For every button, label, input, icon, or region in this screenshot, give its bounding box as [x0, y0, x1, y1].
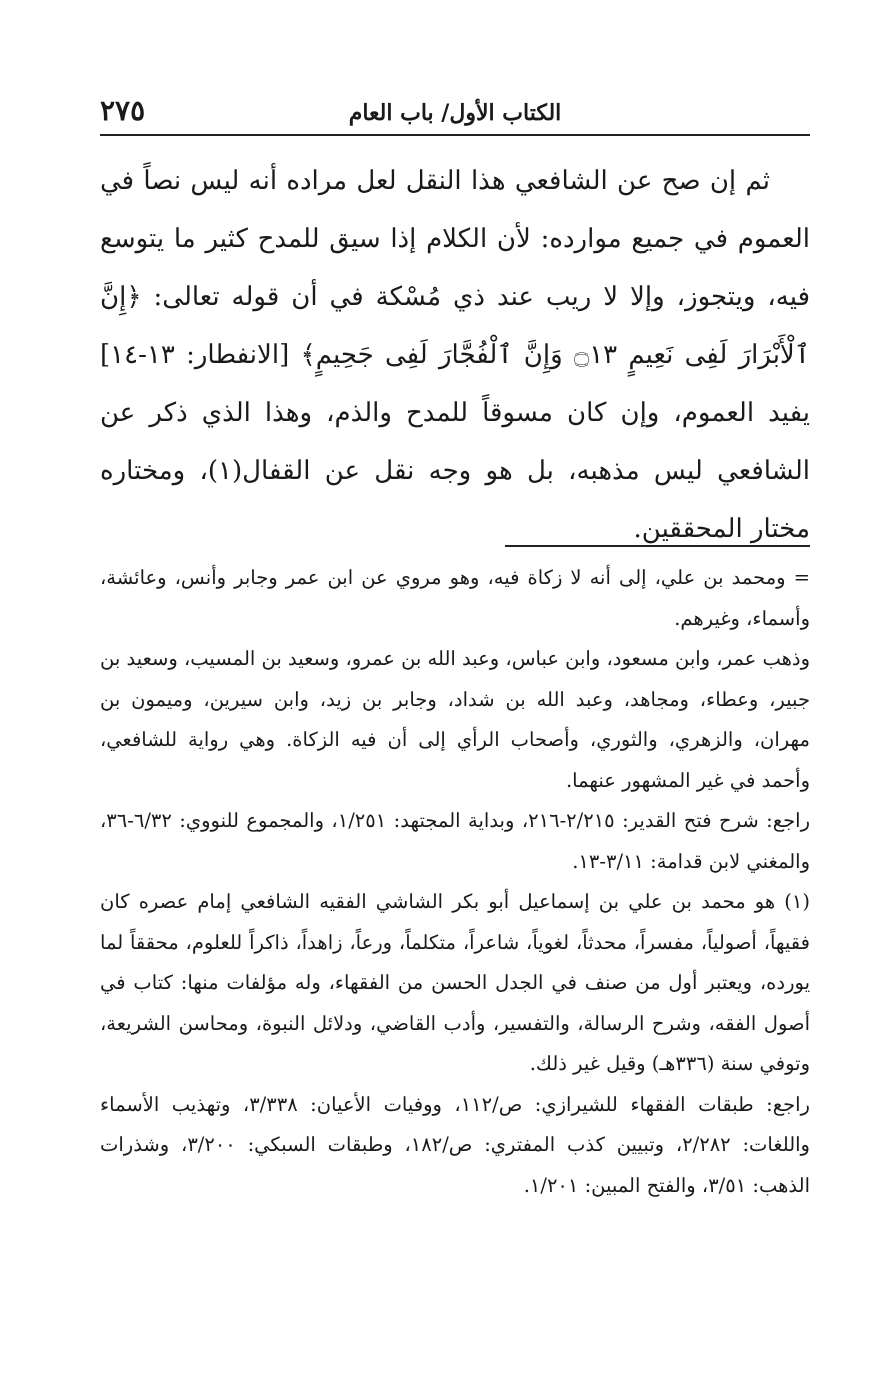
footnotes: [100, 558, 810, 1206]
chapter-title: الكتاب الأول/ باب العام: [348, 100, 562, 126]
footnote-continuation-1: = ومحمد بن علي، إلى أنه لا زكاة فيه، وهو مروي عن ابن عمر وجابر وأنس، وعائشة، وأسماء، وغيرهم.: [100, 566, 810, 630]
footnote-separator: [505, 545, 810, 547]
page-number: ٢٧٥: [100, 94, 146, 127]
footnote-continuation-3: راجع: شرح فتح القدير: ٢/٢١٥-٢١٦، وبداية المجتهد: ١/٢٥١، والمجموع للنووي: ٦/٣٢-٣٦، والمغني لابن قدامة: ٣/١١-١٣.: [100, 809, 810, 873]
footnote-1-references: راجع: طبقات الفقهاء للشيرازي: ص/١١٢، ووفيات الأعيان: ٣/٣٣٨، وتهذيب الأسماء واللغات: ٢/٢٨٢، وتبيين كذب المفتري: ص/١٨٢، وطبقات السبكي: ٣/٢٠٠، وشذرات الذهب: ٣/٥١، والفتح المبين: ١/٢٠١.: [100, 1092, 810, 1197]
footnote-continuation-2: وذهب عمر، وابن مسعود، وابن عباس، وعبد الله بن عمرو، وسعيد بن المسيب، وسعيد بن جبير، وعطاء، ومجاهد، وعبد الله بن شداد، وجابر بن زيد، وابن سيرين، وميمون بن مهران، والزهري، والثوري، وأصحاب الرأي إلى أن فيه الزكاة. وهي رواية للشافعي، وأحمد في غير المشهور عنهما.: [100, 647, 810, 792]
main-paragraph: ثم إن صح عن الشافعي هذا النقل لعل مراده أنه ليس نصاً في العموم في جميع موارده: لأن الكلام إذا سيق للمدح كثير ما يتوسع فيه، ويتجوز، وإلا لا ريب عند ذي مُسْكة في أن قوله تعالى: ﴿إِنَّ ٱلْأَبْرَارَ لَفِى نَعِيمٍ ۝١٣ وَإِنَّ ٱلْفُجَّارَ لَفِى جَحِيمٍ﴾ [الانفطار: ١٣-١٤] يفيد العموم، وإن كان مسوقاً للمدح والذم، وهذا الذي ذكر عن الشافعي ليس مذهبه، بل هو وجه نقل عن القفال(١)، ومختاره مختار المحققين.: [100, 166, 811, 544]
footnote-1: (١) هو محمد بن علي بن إسماعيل أبو بكر الشاشي الفقيه الشافعي إمام عصره كان فقيهاً، أصولياً، مفسراً، محدثاً، لغوياً، شاعراً، متكلماً، ورعاً، زاهداً، ذاكراً للعلوم، محققاً لما يورده، ويعتبر أول من صنف في الجدل الحسن من الفقهاء، وله مؤلفات منها: كتاب في أصول الفقه، وشرح الرسالة، والتفسير، وأدب القاضي، ودلائل النبوة، ومحاسن الشريعة، وتوفي سنة (٣٣٦هـ) وقيل غير ذلك.: [100, 890, 810, 1075]
page-header: [100, 92, 810, 132]
header-rule: [100, 134, 810, 136]
main-text: [100, 152, 810, 558]
